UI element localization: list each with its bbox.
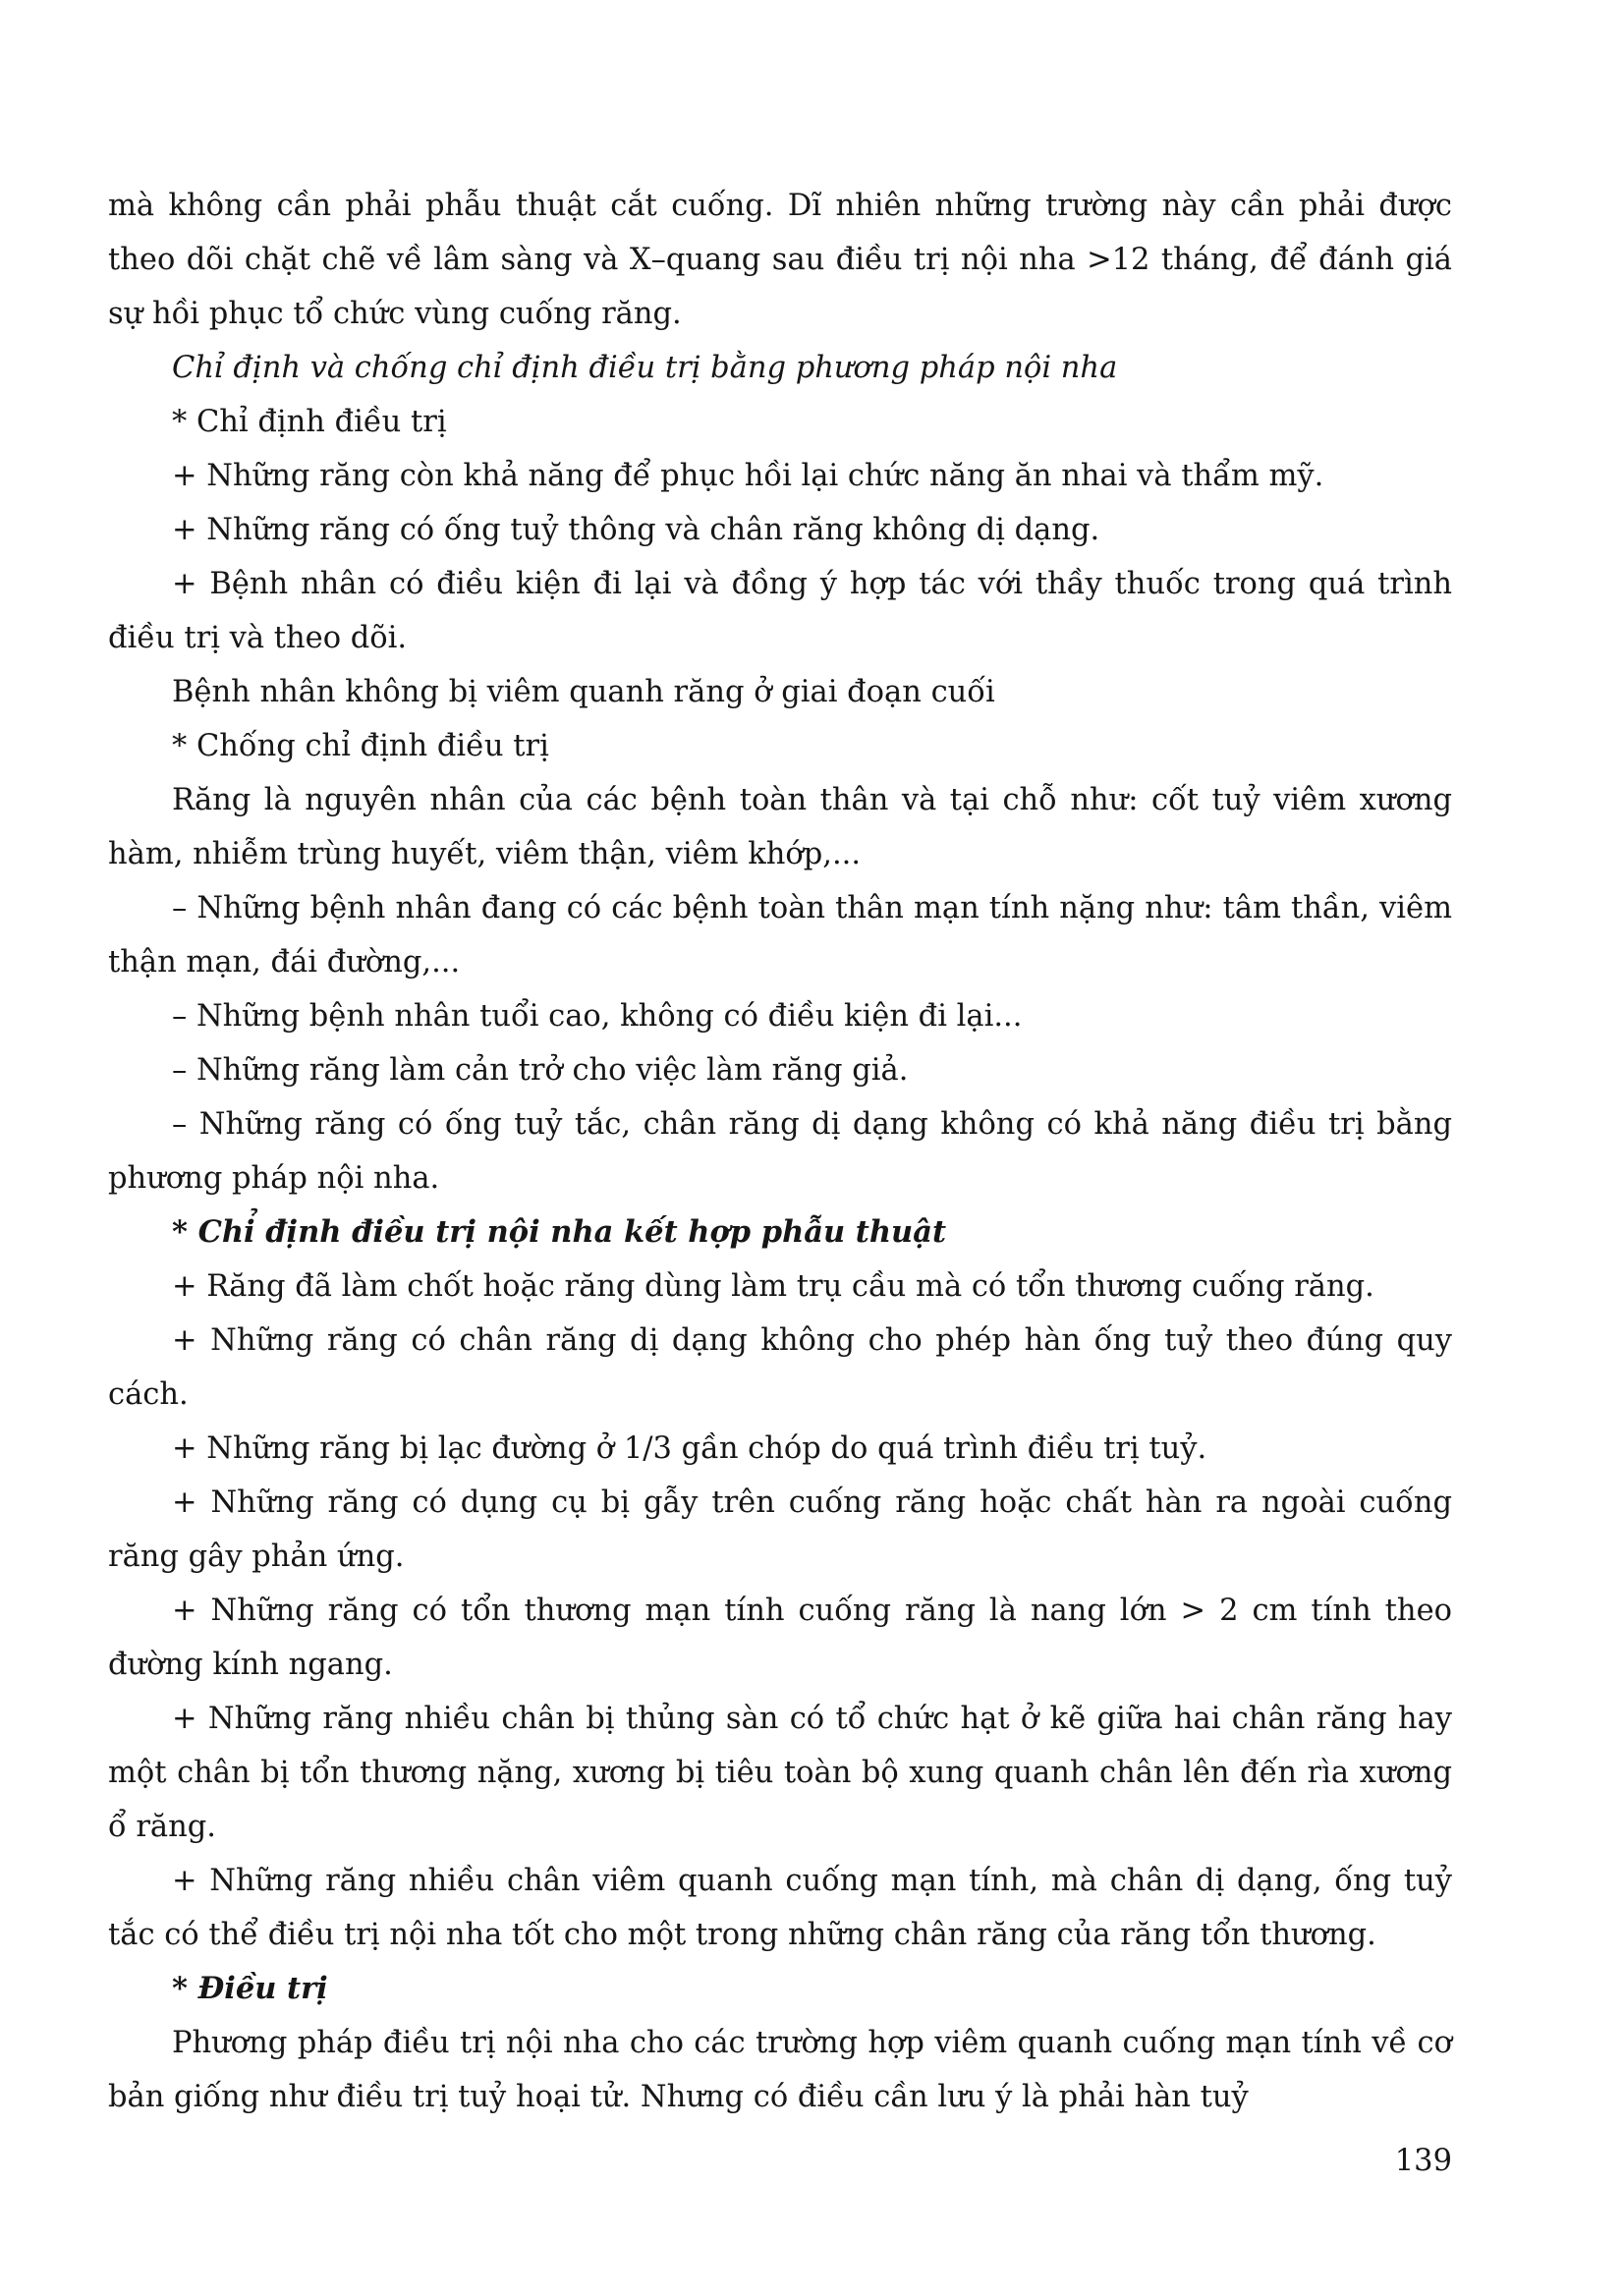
list-item: + Những răng có tổn thương mạn tính cuống răng là nang lớn > 2 cm tính theo đường kính ngang. bbox=[108, 1594, 1452, 1682]
subheading-combined-surgery: * Chỉ định điều trị nội nha kết hợp phẫu thuật bbox=[172, 1214, 947, 1250]
list-item: + Răng đã làm chốt hoặc răng dùng làm trụ cầu mà có tổn thương cuống răng. bbox=[172, 1269, 1374, 1304]
list-item: + Những răng còn khả năng để phục hồi lại chức năng ăn nhai và thẩm mỹ. bbox=[172, 459, 1324, 493]
list-item: + Những răng có dụng cụ bị gẫy trên cuống răng hoặc chất hàn ra ngoài cuống răng gây phản ứng. bbox=[108, 1485, 1452, 1574]
paragraph-continuation: mà không cần phải phẫu thuật cắt cuống. Dĩ nhiên những trường này cần phải được theo dõi chặt chẽ về lâm sàng và X–quang sau điều trị nội nha >12 tháng, để đánh giá sự hồi phục tổ chức vùng cuống răng. bbox=[108, 189, 1452, 331]
section-heading-indications: Chỉ định và chống chỉ định điều trị bằng phương pháp nội nha bbox=[172, 351, 1118, 385]
page-number: 139 bbox=[1394, 2144, 1452, 2178]
list-item: + Những răng có chân răng dị dạng không cho phép hàn ống tuỷ theo đúng quy cách. bbox=[108, 1323, 1452, 1412]
paragraph: Bệnh nhân không bị viêm quanh răng ở giai đoạn cuối bbox=[172, 675, 995, 709]
list-item: – Những bệnh nhân đang có các bệnh toàn thân mạn tính nặng như: tâm thần, viêm thận mạn, đái đường,... bbox=[108, 891, 1452, 980]
list-item: + Những răng bị lạc đường ở 1/3 gần chóp do quá trình điều trị tuỷ. bbox=[172, 1431, 1207, 1466]
list-item: + Những răng nhiều chân bị thủng sàn có tổ chức hạt ở kẽ giữa hai chân răng hay một chân bị tổn thương nặng, xương bị tiêu toàn bộ xung quanh chân lên đến rìa xương ổ răng. bbox=[108, 1702, 1452, 1844]
subheading-indications: * Chỉ định điều trị bbox=[172, 405, 447, 439]
paragraph: Phương pháp điều trị nội nha cho các trường hợp viêm quanh cuống mạn tính về cơ bản giống như điều trị tuỷ hoại tử. Nhưng có điều cần lưu ý là phải hàn tuỷ bbox=[108, 2026, 1452, 2114]
list-item: – Những bệnh nhân tuổi cao, không có điều kiện đi lại... bbox=[172, 999, 1023, 1034]
list-item: + Những răng nhiều chân viêm quanh cuống mạn tính, mà chân dị dạng, ống tuỷ tắc có thể điều trị nội nha tốt cho một trong những chân răng của răng tổn thương. bbox=[108, 1864, 1452, 1952]
list-item: + Bệnh nhân có điều kiện đi lại và đồng ý hợp tác với thầy thuốc trong quá trình điều trị và theo dõi. bbox=[108, 567, 1452, 655]
list-item: – Những răng làm cản trở cho việc làm răng giả. bbox=[172, 1053, 909, 1088]
subheading-contraindications: * Chống chỉ định điều trị bbox=[172, 729, 549, 763]
paragraph: Răng là nguyên nhân của các bệnh toàn thân và tại chỗ như: cốt tuỷ viêm xương hàm, nhiễm trùng huyết, viêm thận, viêm khớp,... bbox=[108, 783, 1452, 871]
list-item: – Những răng có ống tuỷ tắc, chân răng dị dạng không có khả năng điều trị bằng phương pháp nội nha. bbox=[108, 1107, 1452, 1196]
subheading-treatment: * Điều trị bbox=[172, 1971, 328, 2006]
list-item: + Những răng có ống tuỷ thông và chân răng không dị dạng. bbox=[172, 513, 1100, 547]
